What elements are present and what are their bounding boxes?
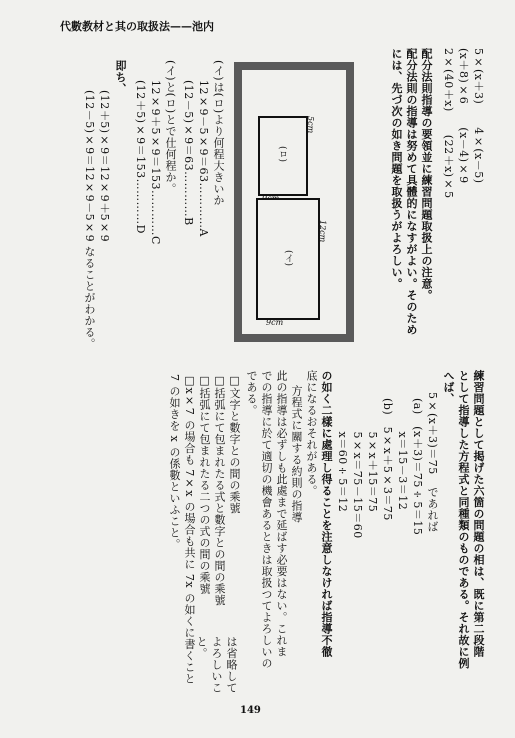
dim-large-h: 12cm (318, 220, 327, 243)
conclusion-label: 即ち、 (114, 60, 127, 95)
rules-note-2: よろしいこ (210, 636, 223, 694)
para1-line1: 配分法則指導の要領並に練習問題取扱上の注意。 (420, 48, 433, 301)
example-line-3: x＝15－3＝12 (396, 420, 409, 511)
dim-small-h: 5cm (306, 116, 315, 134)
equation-c: 12×9＋5×9＝153…………C (149, 80, 162, 245)
label-large: (イ) (283, 250, 293, 267)
figure-inner-panel (242, 70, 346, 334)
para1-line3: には、先づ次の如き問題を取扱うがよろしい。 (390, 48, 403, 290)
rule-3-text: 括弧にて包まれたる二つの式の間の乘號 (198, 387, 211, 595)
equation-a: 12×9－5×9＝63…………A (197, 80, 210, 237)
dim-large-w: 9cm (266, 318, 284, 327)
example-line-2: (a) (x＋3)＝75÷5＝15 (411, 398, 424, 536)
question-1: (イ)は(ロ)より何程大きいか (212, 60, 225, 206)
example-line-5: 5×x＋15＝75 (366, 420, 379, 513)
rule-4: □x×7 の場合も 7×x の場合も共に 7x の如くに書くこと (183, 374, 196, 685)
right-para1-line3: へば、 (442, 370, 455, 405)
rules-note-1: は省略して (225, 636, 238, 694)
large-rectangle (256, 198, 320, 320)
rule-2: □括弧にて包まれたる式と數字との間の乘號 (213, 374, 226, 606)
right-para2-line1: の如く二樣に處理し得ることを注意しなければ指導不徹 (320, 370, 333, 658)
label-small: (ロ) (277, 146, 287, 163)
rules-note-3: と。 (195, 636, 208, 659)
page-number: 149 (240, 705, 261, 716)
right-para1-line1: 練習問題として掲げた六箇の問題の相は、既に第二段階 (472, 370, 485, 658)
running-header: 代數教材と其の取扱法——池内 (60, 20, 214, 33)
conclusion-line-2: (12－5)×9＝12×9－5×9 なることがわかる。 (83, 90, 96, 350)
example-line-6: 5×x＝75－15＝60 (351, 420, 364, 539)
rule-1-text: 文字と數字との間の乘號 (228, 387, 241, 514)
equation-b: (12－5)×9＝63…………B (182, 80, 195, 226)
right-para1-line2: として指導した方程式と同種類のものである。それ故に例 (457, 370, 470, 669)
rule-2-text: 括弧にて包まれたる式と數字との間の乘號 (213, 387, 226, 606)
example-line-7: x＝60÷5＝12 (336, 420, 349, 513)
rule-1: □文字と數字との間の乘號 (228, 374, 241, 514)
example-line-1: 5×(x＋3)＝75 であれば (426, 392, 439, 533)
conclusion-line-1: (12＋5)×9＝12×9＋5×9 (98, 90, 111, 243)
para1-line2: 配分法則の指導は努めて具體的になすがよい。そのため (405, 48, 418, 336)
rule-3: □括弧にて包まれたる二つの式の間の乘號 (198, 374, 211, 595)
formula-line-2: (x＋8)×6 (x－4)×9 (457, 48, 470, 184)
rectangle-figure (234, 62, 354, 342)
right-para2-line3: 方程式に關する約則の指導 (290, 385, 303, 523)
small-rectangle (258, 116, 308, 196)
right-para2-line6: である。 (245, 370, 258, 416)
rule-5: 7 の如きを x の係數といふこと。 (168, 374, 181, 550)
formula-line-3: 2×(40＋x) (22＋x)×5 (442, 48, 455, 199)
formula-line-1: 5×(x＋3) 4×(x－5) (472, 48, 485, 184)
question-2: (イ)と(ロ)とで仕何程か。 (164, 60, 177, 195)
example-line-4: (b) 5×x＋5×3＝75 (381, 398, 394, 521)
right-para2-line4: 此の指導は必ずしも此處まで延ばす必要はない。これま (275, 370, 288, 658)
right-para2-line5: での指導に於て適切の機會あるときは取扱つてよろしいの (260, 370, 273, 669)
rule-4-text: x×7 の場合も 7×x の場合も共に 7x の如くに書くこと (183, 387, 196, 685)
right-para2-line2: 底になるおそれがある。 (305, 370, 318, 497)
equation-d: (12＋5)×9＝153…………D (134, 80, 147, 234)
